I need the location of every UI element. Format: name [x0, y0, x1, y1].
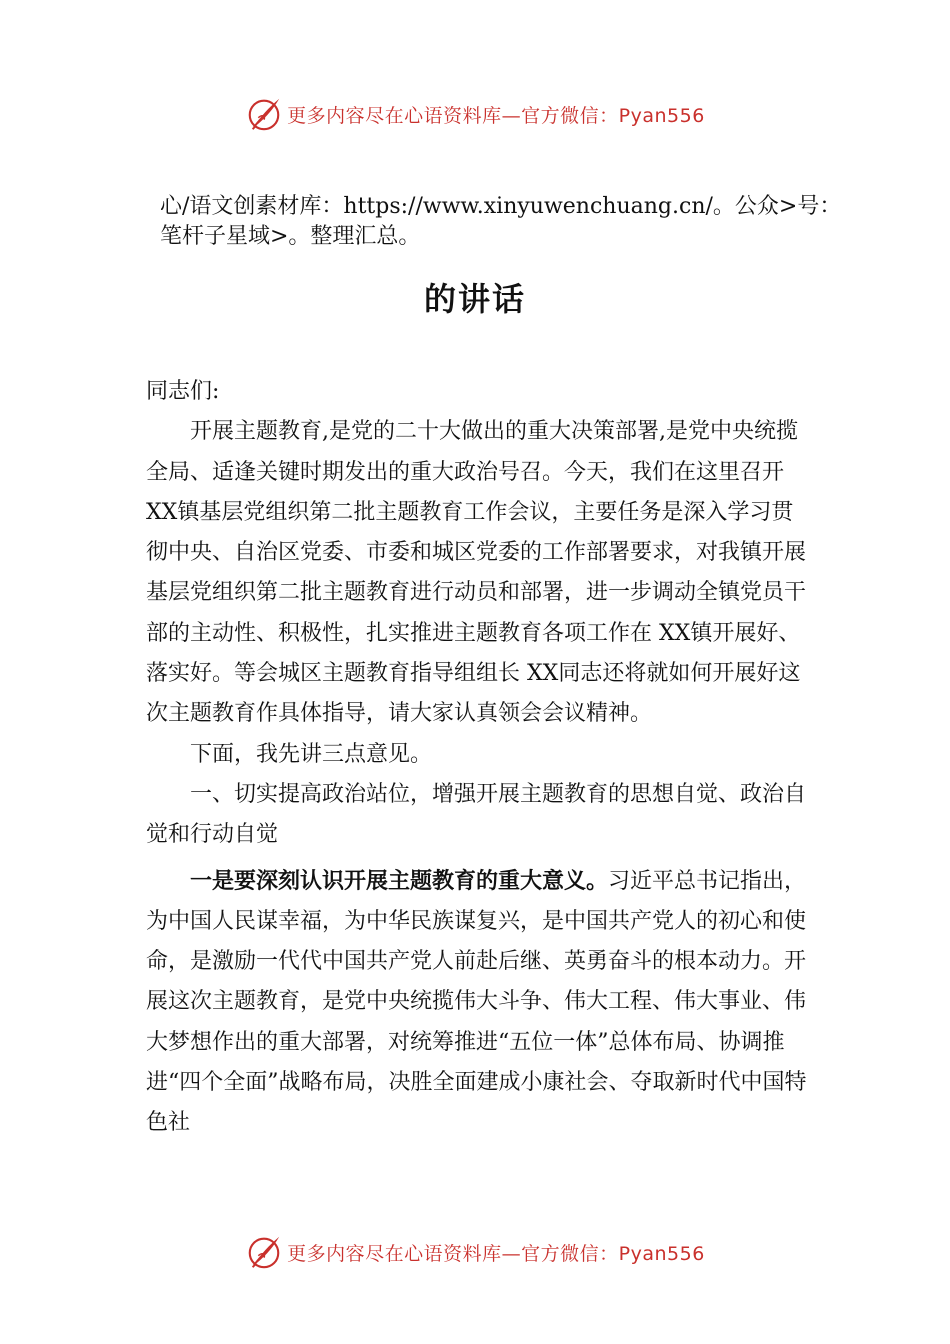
- point-1-lead: 一是要深刻认识开展主题教育的重大意义。: [190, 868, 609, 894]
- watermark-text: 更多内容尽在心语资料库—官方微信：Pyan556: [287, 1242, 705, 1265]
- watermark-banner-top: [0, 94, 950, 134]
- section-heading-1: 一、切实提高政治站位，增强开展主题教育的思想自觉、政治自觉和行动自觉: [146, 781, 807, 848]
- watermark-banner-bottom: [0, 1232, 950, 1272]
- document-body: [146, 372, 814, 1144]
- source-note: 心/语文创素材库：https://www.xinyuwenchuang.cn/。公众>号：笔杆子星域>。整理汇总。: [160, 194, 842, 249]
- paragraph-point-1: [146, 862, 814, 1144]
- paragraph-intro: 开展主题教育,是党的二十大做出的重大决策部署,是党中央统揽全局、适逢关键时期发出的重大政治号召。今天，我们在这里召开 XX镇基层党组织第二批主题教育工作会议，主要任务是深入学习贯彻中央、自治区党委、市委和城区党委的工作部署要求，对我镇开展基层党组织第二批主题教育进行动员和部署，进一步调动全镇党员干部的主动性、积极性，扎实推进主题教育各项工作在 XX镇开展好、落实好。等会城区主题教育指导组组长 XX同志还将就如何开展好这次主题教育作具体指导，请大家认真领会会议精神。: [146, 419, 807, 727]
- page-title: 的讲话: [423, 280, 526, 318]
- quill-pen-logo-icon: [245, 95, 283, 133]
- point-1-text: 习近平总书记指出，为中国人民谋幸福，为中华民族谋复兴，是中国共产党人的初心和使命，是激励一代代中国共产党人前赴后继、英勇奋斗的根本动力。开展这次主题教育，是党中央统揽伟大斗争、伟大工程、伟大事业、伟大梦想作出的重大部署，对统筹推进“五位一体”总体布局、协调推进“四个全面”战略布局，决胜全面建成小康社会、夺取新时代中国特色社: [146, 868, 807, 1136]
- salutation: 同志们:: [146, 379, 220, 404]
- paragraph-transition: 下面，我先讲三点意见。: [190, 741, 433, 767]
- quill-pen-logo-icon: [245, 1233, 283, 1271]
- watermark-text: 更多内容尽在心语资料库—官方微信：Pyan556: [287, 104, 705, 127]
